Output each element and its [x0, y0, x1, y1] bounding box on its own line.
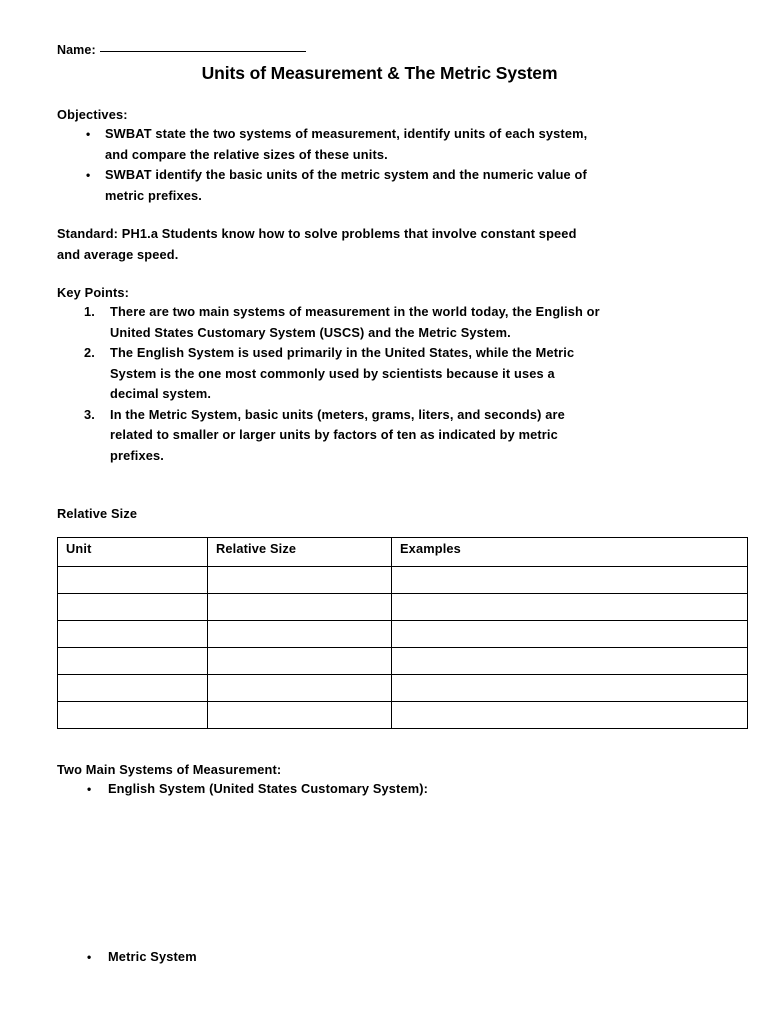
table-header-row	[58, 538, 748, 567]
key-point-line: System is the one most commonly used by scientists because it uses a	[110, 365, 555, 381]
system-label-english: English System (United States Customary System):	[108, 781, 429, 796]
table-row[interactable]	[58, 567, 748, 594]
objective-line: metric prefixes.	[105, 187, 203, 203]
cell-examples[interactable]	[392, 567, 748, 594]
bullet-icon: •	[87, 949, 92, 964]
list-item	[57, 165, 708, 206]
standard-line: and average speed.	[57, 246, 179, 262]
key-point-line: In the Metric System, basic units (meters, grams, liters, and seconds) are	[110, 406, 565, 422]
list-item	[57, 124, 708, 165]
relative-size-table	[57, 537, 748, 729]
cell-relative-size[interactable]	[208, 675, 392, 702]
key-point-line: decimal system.	[110, 386, 212, 401]
list-item	[57, 302, 708, 343]
cell-unit[interactable]	[58, 675, 208, 702]
key-points-list	[57, 302, 708, 466]
key-point-line: related to smaller or larger units by factors of ten as indicated by metric	[110, 427, 558, 442]
standard-line: Standard: PH1.a Students know how to solve problems that involve constant speed	[57, 226, 577, 241]
bullet-icon: •	[87, 782, 92, 796]
bullet-icon: •	[86, 127, 91, 141]
key-point-line: prefixes.	[110, 447, 164, 463]
table-row[interactable]	[58, 594, 748, 621]
key-point-line: United States Customary System (USCS) and the Metric System.	[110, 324, 511, 340]
page-title: Units of Measurement & The Metric System	[201, 63, 558, 83]
table-row[interactable]	[58, 702, 748, 729]
column-header-unit: Unit	[58, 538, 208, 567]
table-row[interactable]	[58, 675, 748, 702]
key-points-heading: Key Points:	[57, 285, 130, 300]
column-header-examples: Examples	[392, 538, 748, 567]
name-blank-rule[interactable]	[100, 51, 306, 52]
table-row[interactable]	[58, 648, 748, 675]
system-label-metric: Metric System	[108, 948, 197, 964]
list-number: 1.	[84, 304, 95, 319]
cell-examples[interactable]	[392, 675, 748, 702]
cell-unit[interactable]	[58, 594, 208, 621]
two-systems-list	[57, 779, 708, 800]
objective-line: and compare the relative sizes of these units.	[105, 146, 388, 162]
cell-examples[interactable]	[392, 594, 748, 621]
cell-examples[interactable]	[392, 702, 748, 729]
key-point-line: The English System is used primarily in the United States, while the Metric	[110, 345, 575, 360]
name-label: Name:	[57, 43, 96, 57]
cell-relative-size[interactable]	[208, 621, 392, 648]
two-systems-list-continued	[57, 947, 708, 968]
cell-relative-size[interactable]	[208, 702, 392, 729]
list-item	[57, 343, 708, 405]
name-field-line	[57, 42, 708, 58]
list-item	[57, 947, 708, 968]
list-item	[57, 405, 708, 467]
cell-unit[interactable]	[58, 648, 208, 675]
cell-unit[interactable]	[58, 567, 208, 594]
bullet-icon: •	[86, 168, 91, 182]
cell-examples[interactable]	[392, 648, 748, 675]
cell-unit[interactable]	[58, 621, 208, 648]
table-row[interactable]	[58, 621, 748, 648]
two-systems-heading: Two Main Systems of Measurement:	[57, 762, 282, 777]
table-body	[58, 567, 748, 729]
list-number: 2.	[84, 345, 95, 360]
cell-relative-size[interactable]	[208, 594, 392, 621]
key-point-line: There are two main systems of measurement in the world today, the English or	[110, 304, 600, 319]
objective-line: SWBAT identify the basic units of the metric system and the numeric value of	[105, 167, 587, 182]
cell-examples[interactable]	[392, 621, 748, 648]
standard-paragraph	[57, 224, 702, 265]
cell-relative-size[interactable]	[208, 648, 392, 675]
objectives-heading: Objectives:	[57, 107, 128, 122]
objective-line: SWBAT state the two systems of measurement, identify units of each system,	[105, 126, 588, 141]
column-header-relative-size: Relative Size	[208, 538, 392, 567]
cell-relative-size[interactable]	[208, 567, 392, 594]
relative-size-heading: Relative Size	[57, 506, 138, 521]
cell-unit[interactable]	[58, 702, 208, 729]
list-item	[57, 779, 708, 800]
objectives-list	[57, 124, 708, 206]
list-number: 3.	[84, 406, 95, 422]
